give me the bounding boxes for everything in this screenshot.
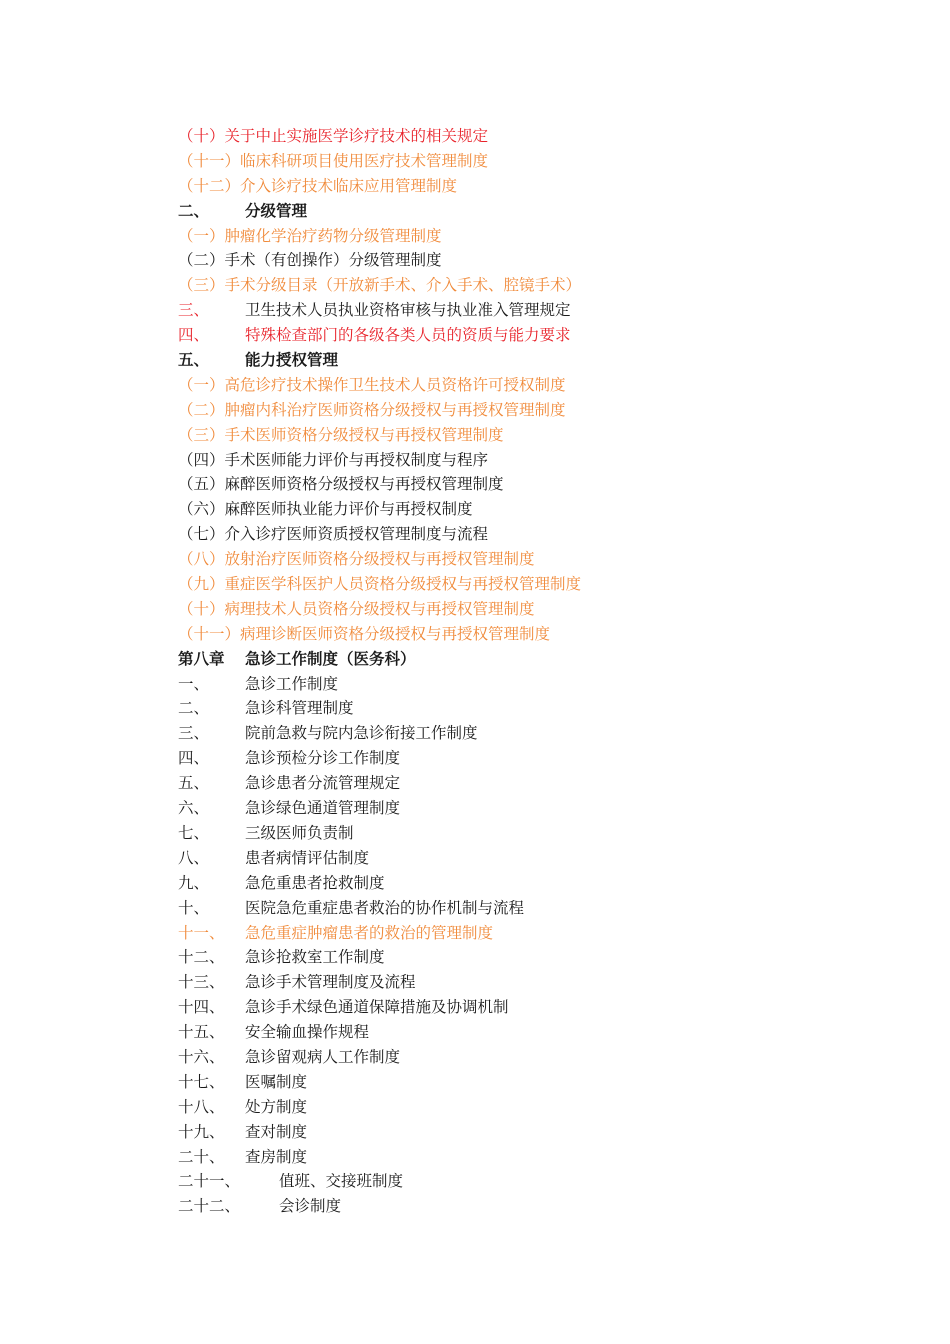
toc-line-text: 急危重患者抢救制度	[245, 873, 385, 892]
toc-line-number: 十一、	[178, 923, 225, 942]
toc-line-text: 三级医师负责制	[245, 823, 354, 842]
toc-line	[178, 896, 878, 921]
toc-line-text: （七）介入诊疗医师资质授权管理制度与流程	[178, 525, 489, 544]
toc-line-text: 能力授权管理	[245, 350, 339, 370]
toc-line-number: 十、	[178, 898, 210, 917]
toc-line-number: 十二、	[178, 948, 225, 967]
toc-line-text: 患者病情评估制度	[245, 848, 370, 867]
toc-line-text: 急诊工作制度（医务科）	[245, 648, 416, 668]
toc-line-number: 九、	[178, 873, 210, 892]
toc-line	[178, 771, 878, 796]
toc-line-text: 急诊手术管理制度及流程	[245, 973, 416, 992]
toc-line-text: 值班、交接班制度	[279, 1172, 404, 1191]
toc-line	[178, 597, 878, 622]
toc-line	[178, 1020, 878, 1045]
toc-line	[178, 995, 878, 1020]
toc-line-number: 三、	[178, 724, 210, 743]
toc-line-text: 查对制度	[245, 1122, 308, 1141]
toc-line-text: （六）麻醉医师执业能力评价与再授权制度	[178, 500, 473, 519]
toc-line	[178, 696, 878, 721]
toc-line-text: （五）麻醉医师资格分级授权与再授权管理制度	[178, 475, 504, 494]
toc-line-number: 四、	[178, 749, 210, 768]
toc-line-number: 一、	[178, 674, 210, 693]
toc-line-text: （九）重症医学科医护人员资格分级授权与再授权管理制度	[178, 575, 582, 594]
document-page	[178, 124, 878, 1219]
toc-line-text: 会诊制度	[279, 1197, 342, 1216]
toc-line-text: 急诊留观病人工作制度	[245, 1047, 401, 1066]
toc-line	[178, 1045, 878, 1070]
toc-line	[178, 1145, 878, 1170]
toc-line	[178, 497, 878, 522]
toc-line-number: 六、	[178, 799, 210, 818]
toc-line-text: （十）关于中止实施医学诊疗技术的相关规定	[178, 127, 489, 145]
toc-line	[178, 1194, 878, 1219]
toc-line	[178, 373, 878, 398]
toc-line	[178, 1095, 878, 1120]
toc-line-number: 二十二、	[178, 1197, 241, 1216]
toc-line-text: （八）放射治疗医师资格分级授权与再授权管理制度	[178, 550, 535, 569]
toc-line-text: 特殊检查部门的各级各类人员的资质与能力要求	[245, 326, 571, 345]
toc-line	[178, 1169, 878, 1194]
toc-line-text: （十一）病理诊断医师资格分级授权与再授权管理制度	[178, 624, 551, 643]
toc-line	[178, 721, 878, 746]
toc-line-text: 急诊工作制度	[245, 674, 339, 693]
toc-line	[178, 1120, 878, 1145]
toc-line	[178, 746, 878, 771]
toc-line-text: 急诊绿色通道管理制度	[245, 799, 401, 818]
toc-line-text: 急危重症肿瘤患者的救治的管理制度	[245, 923, 494, 942]
toc-line-number: 十六、	[178, 1047, 225, 1066]
toc-line-text: 查房制度	[245, 1147, 308, 1166]
toc-line-number: 第八章	[178, 648, 225, 668]
toc-line-text: 急诊手术绿色通道保障措施及协调机制	[245, 998, 509, 1017]
toc-line-text: 急诊抢救室工作制度	[245, 948, 385, 967]
toc-line	[178, 622, 878, 647]
toc-line	[178, 348, 878, 373]
toc-line-number: 十四、	[178, 998, 225, 1017]
toc-line-text: 急诊预检分诊工作制度	[245, 749, 401, 768]
toc-line-text: （一）肿瘤化学治疗药物分级管理制度	[178, 226, 442, 245]
toc-line-number: 八、	[178, 848, 210, 867]
toc-line	[178, 149, 878, 174]
toc-line-text: 处方制度	[245, 1097, 308, 1116]
toc-line-text: （十）病理技术人员资格分级授权与再授权管理制度	[178, 599, 535, 618]
toc-line	[178, 199, 878, 224]
toc-line	[178, 921, 878, 946]
toc-line-number: 十七、	[178, 1072, 225, 1091]
toc-line-text: （四）手术医师能力评价与再授权制度与程序	[178, 450, 489, 469]
toc-line-number: 五、	[178, 774, 210, 793]
toc-line-number: 十九、	[178, 1122, 225, 1141]
toc-line-number: 三、	[178, 301, 210, 320]
toc-line	[178, 547, 878, 572]
toc-line	[178, 472, 878, 497]
toc-line	[178, 124, 878, 149]
toc-line-number: 十三、	[178, 973, 225, 992]
toc-line	[178, 796, 878, 821]
toc-line-number: 十五、	[178, 1023, 225, 1042]
toc-line	[178, 323, 878, 348]
toc-line-text: 院前急救与院内急诊衔接工作制度	[245, 724, 478, 743]
toc-line	[178, 224, 878, 249]
toc-line	[178, 821, 878, 846]
toc-line	[178, 945, 878, 970]
toc-line-text: （一）高危诊疗技术操作卫生技术人员资格许可授权制度	[178, 375, 566, 394]
toc-line-number: 五、	[178, 350, 210, 370]
toc-line-number: 二十、	[178, 1147, 225, 1166]
toc-line-text: （十二）介入诊疗技术临床应用管理制度	[178, 176, 458, 195]
toc-line-number: 二、	[178, 200, 210, 220]
toc-line-text: （三）手术医师资格分级授权与再授权管理制度	[178, 425, 504, 444]
toc-line-number: 二、	[178, 699, 210, 718]
toc-line	[178, 871, 878, 896]
toc-line-text: （二）手术（有创操作）分级管理制度	[178, 251, 442, 270]
toc-line-text: 急诊患者分流管理规定	[245, 774, 401, 793]
toc-line-text: 急诊科管理制度	[245, 699, 354, 718]
toc-line-text: （二）肿瘤内科治疗医师资格分级授权与再授权管理制度	[178, 400, 566, 419]
toc-line	[178, 298, 878, 323]
toc-line	[178, 970, 878, 995]
toc-line-text: 医院急危重症患者救治的协作机制与流程	[245, 898, 525, 917]
toc-line	[178, 522, 878, 547]
toc-line	[178, 174, 878, 199]
toc-line	[178, 423, 878, 448]
toc-line	[178, 647, 878, 672]
toc-line-text: 卫生技术人员执业资格审核与执业准入管理规定	[245, 301, 571, 320]
toc-line-text: （十一）临床科研项目使用医疗技术管理制度	[178, 151, 489, 170]
toc-line-text: 医嘱制度	[245, 1072, 308, 1091]
toc-line-number: 十八、	[178, 1097, 225, 1116]
toc-line-text: 分级管理	[245, 200, 308, 220]
toc-line-number: 二十一、	[178, 1172, 241, 1191]
toc-line-number: 四、	[178, 326, 210, 345]
toc-line-text: 安全输血操作规程	[245, 1023, 370, 1042]
toc-line	[178, 672, 878, 697]
toc-line	[178, 572, 878, 597]
toc-line	[178, 846, 878, 871]
toc-line-number: 七、	[178, 823, 210, 842]
toc-line	[178, 273, 878, 298]
toc-line	[178, 448, 878, 473]
toc-line	[178, 248, 878, 273]
toc-line-text: （三）手术分级目录（开放新手术、介入手术、腔镜手术）	[178, 276, 582, 295]
toc-line	[178, 1070, 878, 1095]
toc-line	[178, 398, 878, 423]
